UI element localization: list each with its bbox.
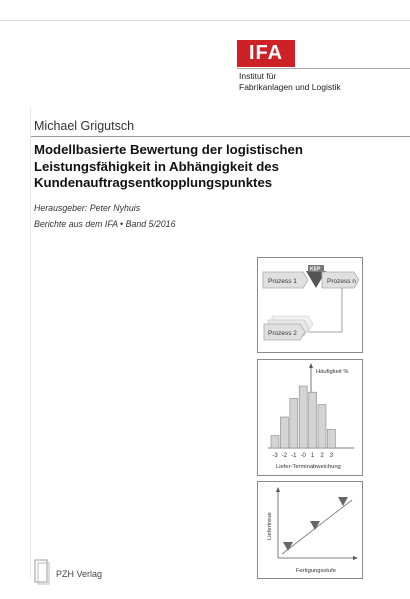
process-n-label: Prozess n bbox=[327, 278, 356, 285]
author: Michael Grigutsch bbox=[34, 119, 135, 133]
pzh-logo-icon bbox=[34, 559, 52, 585]
hist-y-arrow bbox=[309, 363, 313, 368]
trend-xlabel: Fertigungsstufe bbox=[296, 568, 336, 574]
hist-tick-label: -3 bbox=[272, 453, 278, 459]
hist-bar bbox=[318, 405, 326, 448]
institute-line-1: Institut für bbox=[239, 71, 277, 81]
hist-tick-label: 2 bbox=[320, 453, 324, 459]
hist-ylabel: Häufigkeit % bbox=[316, 369, 349, 375]
hist-bar bbox=[327, 429, 335, 448]
process2-label: Prozess 2 bbox=[268, 330, 297, 337]
trend-y-arrow bbox=[276, 487, 280, 492]
institute-line-2: Fabrikanlagen und Logistik bbox=[239, 82, 341, 92]
author-divider bbox=[30, 136, 410, 137]
kep-label: KEP bbox=[310, 266, 321, 273]
title-line-3: Kundenauftragsentkopplungspunktes bbox=[34, 175, 273, 190]
histogram-panel bbox=[257, 359, 363, 476]
top-divider bbox=[0, 20, 410, 21]
institute-name bbox=[239, 71, 341, 93]
editor: Herausgeber: Peter Nyhuis bbox=[34, 203, 141, 213]
ifa-logo: IFA bbox=[237, 40, 295, 67]
process-diagram-panel bbox=[257, 257, 363, 353]
hist-bar bbox=[309, 392, 317, 448]
trend-line bbox=[282, 500, 352, 554]
trend-ylabel: Liefertreue bbox=[267, 512, 273, 540]
hist-bar bbox=[299, 386, 307, 448]
title-line-1: Modellbasierte Bewertung der logistischen bbox=[34, 142, 303, 157]
histogram bbox=[258, 360, 362, 475]
hist-xlabel: Liefer-Terminabweichung bbox=[276, 464, 341, 470]
connector-line bbox=[308, 288, 342, 332]
process-diagram bbox=[258, 258, 362, 352]
left-margin-rule bbox=[30, 108, 31, 578]
logo-divider bbox=[237, 68, 410, 69]
hist-tick-label: 1 bbox=[310, 453, 315, 459]
trend-x-arrow bbox=[353, 556, 358, 560]
book-title bbox=[34, 142, 334, 192]
hist-bar bbox=[290, 398, 298, 448]
publisher-name: PZH Verlag bbox=[56, 569, 103, 579]
series: Berichte aus dem IFA • Band 5/2016 bbox=[34, 219, 176, 229]
process1-label: Prozess 1 bbox=[268, 278, 297, 285]
title-line-2: Leistungsfähigkeit in Abhängigkeit des bbox=[34, 158, 279, 174]
hist-bar bbox=[271, 436, 279, 448]
hist-tick-label: -2 bbox=[281, 453, 288, 459]
hist-tick-label: -1 bbox=[291, 453, 297, 459]
hist-tick-label: -0 bbox=[300, 453, 306, 459]
hist-tick-label: 3 bbox=[329, 453, 334, 459]
hist-bar bbox=[280, 417, 288, 448]
trend-panel bbox=[257, 481, 363, 579]
trend-diagram bbox=[258, 482, 362, 578]
